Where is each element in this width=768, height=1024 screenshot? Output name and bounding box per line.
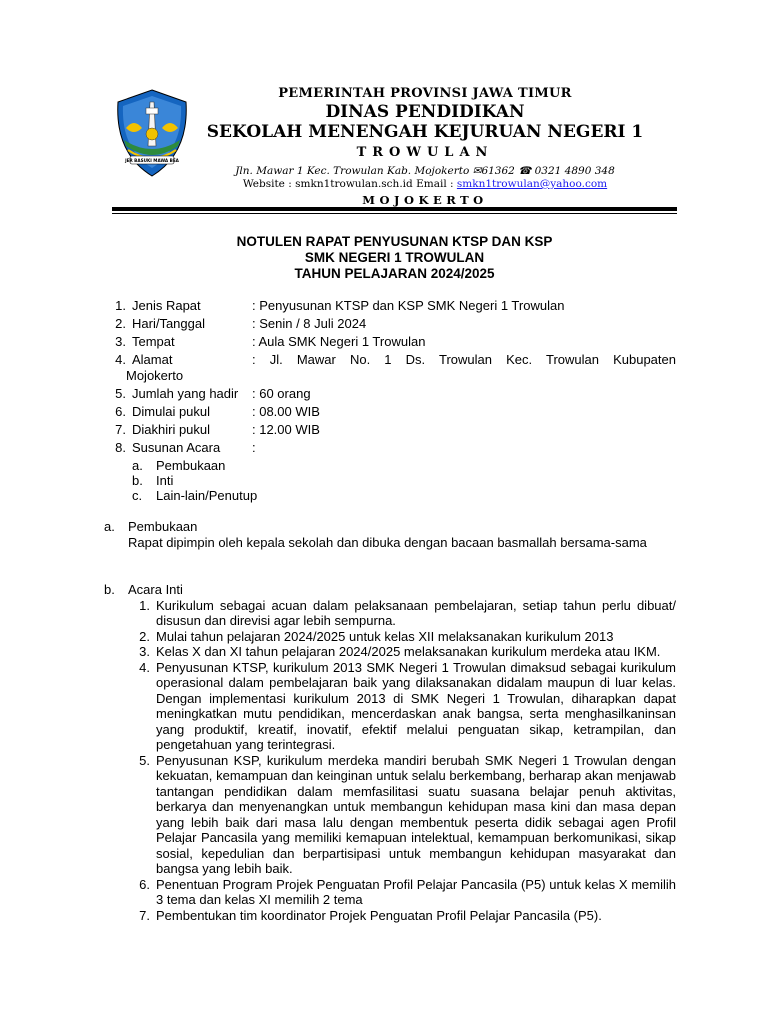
- info-value: : Penyusunan KTSP dan KSP SMK Negeri 1 Trowulan: [252, 298, 565, 313]
- title-line-2: SMK NEGERI 1 TROWULAN: [304, 250, 485, 265]
- list-item: [104, 644, 676, 660]
- section-letter: b.: [104, 582, 115, 597]
- info-number: 6.: [115, 403, 126, 419]
- list-item: [104, 598, 676, 629]
- title-line-1: NOTULEN RAPAT PENYUSUNAN KTSP DAN KSP: [236, 234, 553, 249]
- letterhead-city: MOJOKERTO: [362, 193, 488, 207]
- info-row: [104, 316, 676, 334]
- item-number: 2.: [139, 628, 150, 644]
- info-value: : 60 orang: [252, 385, 311, 401]
- item-number: 4.: [139, 659, 150, 675]
- info-number: 1.: [115, 298, 126, 313]
- letterhead-web: [200, 178, 650, 191]
- list-item: [104, 877, 676, 908]
- provincial-emblem-logo: [112, 88, 192, 178]
- info-row: [104, 404, 676, 422]
- mail-icon: ✉: [472, 165, 482, 177]
- address-text: Jln. Mawar 1 Kec. Trowulan Kab. Mojokerto: [235, 165, 470, 177]
- section-heading: [104, 519, 676, 535]
- info-row: [104, 352, 676, 368]
- info-key: Alamat: [132, 352, 173, 367]
- item-text: Pembentukan tim koordinator Projek Penguatan Profil Pelajar Pancasila (P5).: [156, 907, 602, 923]
- item-text: Penyusunan KSP, kurikulum merdeka mandiri berubah SMK Negeri 1 Trowulan dengan kekuatan, kemampuan dan keinginan untuk selalu berkembang, berharap akan menjawab tantangan pendidikan dalam memfasilitasi suatu suasana belajar penuh aktivitas, berkarya dan menyenangkan untuk membangun kehidupan masa kini dan masa depan yang lebih baik dari masa lalu dengan membentuk peserta didik sebagai agen Profil Pelajar Pancasila yang memiliki kemapuan intelektual, kemampuan berkomunikasi, sikap sosial, kepedulian dan berpartisipasi untuk membangun kehidupan masyarakat dan bangsa yang lebih baik.: [156, 752, 676, 876]
- list-item: [104, 629, 676, 645]
- letterhead: [200, 86, 650, 208]
- phone-number: 0321 4890 348: [534, 165, 615, 177]
- agenda-letter: c.: [132, 487, 143, 503]
- info-row: [104, 422, 676, 440]
- info-value: : Jl. Mawar No. 1 Ds. Trowulan Kec. Trowulan Kubupaten: [252, 352, 676, 367]
- item-number: 3.: [139, 644, 150, 659]
- section-title: Pembukaan: [128, 519, 198, 534]
- info-key: Hari/Tanggal: [132, 316, 205, 331]
- letterhead-department: DINAS PENDIDIKAN: [325, 102, 525, 122]
- agenda-text: Lain-lain/Penutup: [156, 487, 258, 503]
- item-number: 6.: [139, 876, 150, 892]
- agenda-points-list: [104, 598, 676, 924]
- info-key: Jumlah yang hadir: [132, 385, 239, 401]
- info-row: [104, 334, 676, 352]
- agenda-text: Pembukaan: [156, 457, 226, 473]
- info-value: : 08.00 WIB: [252, 403, 320, 419]
- section-opening: [104, 519, 676, 550]
- letterhead-address: [200, 164, 650, 178]
- info-key: Jenis Rapat: [132, 298, 201, 313]
- info-key: Diakhiri pukul: [132, 421, 211, 437]
- item-text: Kelas X dan XI tahun pelajaran 2024/2025 melaksanakan kurikulum merdeka atau IKM.: [156, 644, 661, 659]
- info-value: :: [252, 439, 256, 455]
- info-number: 2.: [115, 316, 126, 331]
- meeting-info-list: [104, 298, 676, 503]
- phone-icon: ☎: [518, 165, 532, 177]
- agenda-item: [104, 488, 676, 503]
- agenda-item: [104, 458, 676, 473]
- list-item: [104, 753, 676, 877]
- letterhead-divider-thin: [112, 213, 677, 214]
- section-heading: [104, 582, 676, 598]
- info-key: Tempat: [132, 334, 175, 349]
- document-title: [112, 234, 677, 282]
- info-number: 5.: [115, 385, 126, 401]
- item-number: 7.: [139, 907, 150, 923]
- section-letter: a.: [104, 519, 115, 534]
- info-value: : 12.00 WIB: [252, 421, 320, 437]
- item-text: Penyusunan KTSP, kurikulum 2013 SMK Negeri 1 Trowulan dimaksud sebagai kurikulum operasional dalam pembelajaran baik yang dilaksanakan didalam maupun di luar kelas. Dengan implementasi kurikulum 2013 di SMK Negeri 1 Trowulan, diharapkan dapat meningkatkan mutu pendidikan, mencerdaskan anak bangsa, serta menghasilkaninsan yang produktif, kreatif, inovatif, efektif melalui penguatan sikap, ketrampilan, dan pengetahuan yang terintegrasi.: [156, 659, 676, 752]
- title-line-3: TAHUN PELAJARAN 2024/2025: [294, 266, 495, 281]
- info-key: Dimulai pukul: [132, 403, 211, 419]
- item-number: 1.: [139, 597, 150, 613]
- item-text: Kurikulum sebagai acuan dalam pelaksanaan pembelajaran, setiap tahun perlu dibuat/ disusun dan direvisi agar lebih sempurna.: [156, 597, 676, 628]
- agenda-text: Inti: [156, 472, 174, 488]
- section-main-agenda: [104, 582, 676, 923]
- info-number: 8.: [115, 439, 126, 455]
- info-number: 7.: [115, 421, 126, 437]
- item-text: Mulai tahun pelajaran 2024/2025 untuk kelas XII melaksanakan kurikulum 2013: [156, 628, 614, 644]
- agenda-letter: b.: [132, 472, 143, 488]
- logo-motto: JER BASUKI MAWA BEA: [125, 158, 179, 163]
- info-value: : Senin / 8 Juli 2024: [252, 316, 367, 331]
- info-value: : Aula SMK Negeri 1 Trowulan: [252, 334, 426, 349]
- letterhead-school: SEKOLAH MENENGAH KEJURUAN NEGERI 1: [206, 122, 644, 142]
- list-item: [104, 908, 676, 924]
- info-number: 3.: [115, 334, 126, 349]
- item-number: 5.: [139, 752, 150, 768]
- section-paragraph: Rapat dipimpin oleh kepala sekolah dan dibuka dengan bacaan basmallah bersama-sama: [128, 534, 647, 550]
- info-number: 4.: [115, 352, 126, 367]
- letterhead-government: PEMERINTAH PROVINSI JAWA TIMUR: [278, 86, 572, 101]
- agenda-letter: a.: [132, 457, 143, 473]
- info-row: [104, 386, 676, 404]
- agenda-item: [104, 473, 676, 488]
- letterhead-town: TROWULAN: [356, 145, 494, 160]
- info-row: [104, 298, 676, 316]
- info-value-continued: Mojokerto: [126, 367, 184, 383]
- postal-code: 61362: [481, 165, 515, 177]
- item-text: Penentuan Program Projek Penguatan Profil Pelajar Pancasila (P5) untuk kelas X memilih 3 tema dan kelas XI memilih 2 tema: [156, 876, 676, 907]
- letterhead-divider-thick: [112, 207, 677, 211]
- email-link[interactable]: smkn1trowulan@yahoo.com: [456, 178, 608, 190]
- list-item: [104, 660, 676, 753]
- website-label: Website : smkn1trowulan.sch.id Email :: [242, 178, 454, 190]
- info-key: Susunan Acara: [132, 439, 221, 455]
- section-title: Acara Inti: [128, 582, 183, 597]
- info-row: [104, 440, 676, 458]
